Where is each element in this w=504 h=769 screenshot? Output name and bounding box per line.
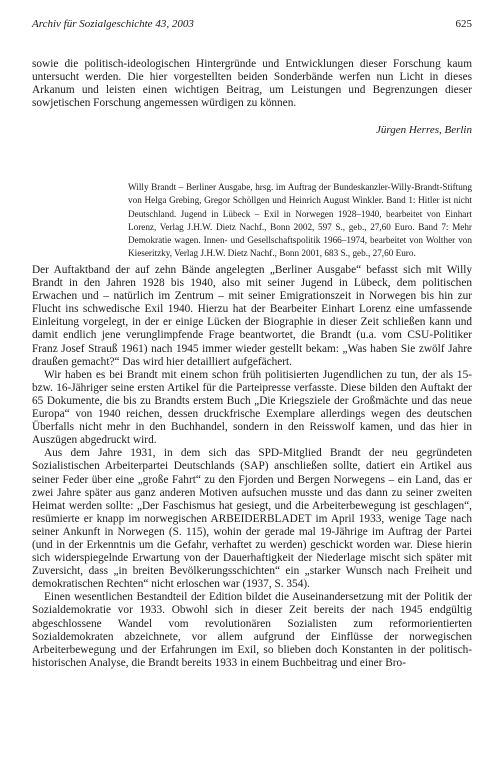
body-paragraph-3: Aus dem Jahre 1931, in dem sich das SPD-Mitglied Brandt der neu gegründeten Sozialistischen Arbeiterpartei Deutschlands (SAP) anschließen sollte, datiert ein Artikel aus seiner Feder über eine „große Fahrt“ zu den Fjorden und Bergen Norwegens – ein Land, das er zwei Jahre später aus ganz anderen Motiven aufsuchen musste und das dann zu seiner zweiten Heimat werden sollte: „Der Faschismus hat gesiegt, und die Arbeiterbewegung ist geschlagen“, resümierte er knapp im norwegischen ARBEIDERBLADET im April 1933, wenige Tage nach seiner Ankunft in Norwegen (S. 115), wohin der gerade mal 19-Jährige im Auftrag der Partei (und in der Erkenntnis um die Gefahr, verhaftet zu werden) geschickt worden war. Diese hierin sich widerspiegelnde Erwartung von der Dauerhaftigkeit der Niederlage mischt sich später mit Zuversicht, dass „in breiten Bevölkerungsschichten“ ein „starker Wunsch nach Freiheit und demokratischen Rechten“ nicht erloschen war (1937, S. 354). [32,447,472,591]
intro-section [32,58,472,110]
body-paragraph-2: Wir haben es bei Brandt mit einem schon früh politisierten Jugendlichen zu tun, der als 15- bzw. 16-Jähriger seine ersten Artikel für die Parteipresse verfasste. Diese bilden den Auftakt der 65 Dokumente, die bis zu Brandts erstem Buch „Die Kriegsziele der Großmächte und das neue Europa“ von 1940 reichen, dessen druckfrische Exemplare allerdings wegen des deutschen Überfalls nicht mehr in den Buchhandel, sondern in den Reisswolf kamen, und das hier in Auszügen abgedruckt wird. [32,368,472,447]
intro-paragraph: sowie die politisch-ideologischen Hintergründe und Entwicklungen dieser Forschung kaum untersucht werden. Die hier vorgestellten beiden Sonderbände werfen nun Licht in dieses Arkanum und leisten einen wichtigen Beitrag, um Leistungen und Begrenzungen dieser sowjetischen Forschung angemessen würdigen zu können. [32,58,472,110]
review-author-signature: Jürgen Herres, Berlin [375,124,472,136]
body-paragraph-1: Der Auftaktband der auf zehn Bände angelegten „Berliner Ausgabe“ befasst sich mit Willy Brandt in den Jahren 1928 bis 1940, also mit seiner Jugend in Lübeck, dem politischen Erwachen und – natürlich im Zentrum – mit seiner Emigrationszeit in Norwegen bis hin zur Flucht ins schwedische Exil 1940. Hierzu hat der Bearbeiter Einhart Lorenz eine umfassende Einleitung vorgelegt, in der er einige Lücken der Biographie in dieser Zeit schließen kann und damit endlich jene verunglimpfende Frage beantwortet, die Brandt (u.a. vom CSU-Politiker Franz Josef Strauß 1961) nach 1945 immer wieder gestellt bekam: „Was haben Sie zwölf Jahre draußen gemacht?“ Das wird hier detailliert aufgefächert. [32,264,472,368]
review-reference-block: Willy Brandt – Berliner Ausgabe, hrsg. im Auftrag der Bundeskanzler-Willy-Brandt-Stiftung von Helga Grebing, Gregor Schöllgen und Heinrich August Winkler. Band 1: Hitler ist nicht Deutschland. Jugend in Lübeck – Exil in Norwegen 1928–1940, bearbeitet von Einhart Lorenz, Verlag J.H.W. Dietz Nachf., Bonn 2002, 597 S., geb., 27,60 Euro. Band 7: Mehr Demokratie wagen. Innen- und Gesellschaftspolitik 1966–1974, bearbeitet von Wolther von Kieseritzky, Verlag J.H.W. Dietz Nachf., Bonn 2001, 683 S., geb., 27,60 Euro. [128,182,472,259]
running-title: Archiv für Sozialgeschichte 43, 2003 [32,18,194,30]
review-body [32,264,472,670]
body-paragraph-4: Einen wesentlichen Bestandteil der Edition bildet die Auseinandersetzung mit der Politik der Sozialdemokratie vor 1933. Obwohl sich in dieser Zeit bereits der nach 1945 endgültig abgeschlossene Wandel vom revolutionären Sozialisten zum reformorientierten Sozialdemokraten abzeichnete, vor allem aufgrund der Einflüsse der norwegischen Arbeiterbewegung und der Erfahrungen im Exil, so blieben doch Konstanten in der politisch-historischen Analyse, die Brandt bereits 1933 in einem Buchbeitrag und einer Bro- [32,591,472,669]
page-number: 625 [455,18,472,30]
page-header [32,18,472,34]
